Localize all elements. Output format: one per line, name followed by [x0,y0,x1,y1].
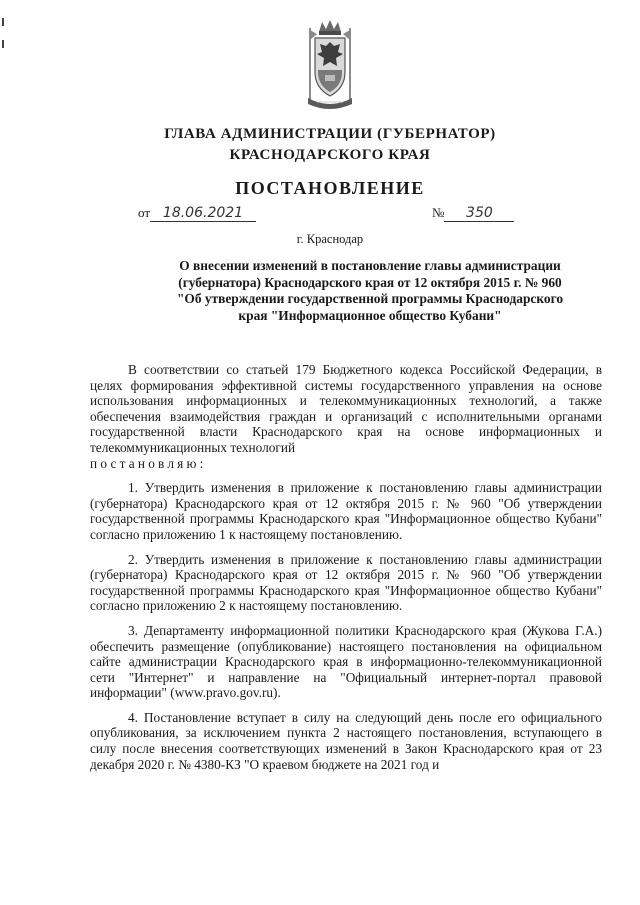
date-field [138,205,256,222]
title-line: края "Информационное общество Кубани" [238,307,502,323]
title-line: О внесении изменений в постановление главы администрации [179,258,561,273]
decree-word: постановляю: [90,455,207,471]
title-line: (губернатора) Краснодарского края от 12 октября 2015 г. № 960 [178,274,562,290]
date-prefix: от [138,205,151,220]
org-title-line2: КРАСНОДАРСКОГО КРАЯ [229,147,431,163]
document-title [135,258,605,324]
scan-edge-mark [2,18,4,26]
title-line: "Об утверждении государственной программы Краснодарского [176,291,564,306]
scan-edge-mark [2,40,4,48]
preamble-paragraph: В соответствии со статьей 179 Бюджетного кодекса Российской Федерации, в целях формирования эффективной системы государственного управления на основе использования информационных и телекоммуникационных технологий, а также обеспечения взаимодействия граждан и организаций с исполнительными органами государственной власти Краснодарского края на основе информационных и телекоммуникационных технологий [90,362,602,455]
krasnodar-coat-of-arms-icon [303,18,357,113]
item-4-paragraph: 4. Постановление вступает в силу на следующий день после его официального опубликования, за исключением пункта 2 настоящего постановления, вступающего в силу после внесения соответствующих изменений в Закон Краснодарского края от 23 декабря 2020 г. № 4380-КЗ "О краевом бюджете на 2021 год и [90,709,602,772]
number-prefix: № [432,205,445,220]
org-title-line1: ГЛАВА АДМИНИСТРАЦИИ (ГУБЕРНАТОР) [164,126,496,142]
item-2-paragraph: 2. Утвердить изменения в приложение к постановлению главы администрации (губернатора) Краснодарского края от 12 октября 2015 г. № 960 "Об утверждении государственной программы Краснодарского края "Информационное общество Кубани" согласно приложению 2 к настоящему постановлению. [90,551,602,614]
number-field [432,205,514,222]
handwritten-number: 350 [444,205,514,222]
city-label: г. Краснодар [296,232,364,246]
handwritten-date: 18.06.2021 [150,205,256,222]
item-1-paragraph: 1. Утвердить изменения в приложение к постановлению главы администрации (губернатора) Краснодарского края от 12 октября 2015 г. № 960 "Об утверждении государственной программы Краснодарского края "Информационное общество Кубани" согласно приложению 1 к настоящему постановлению. [90,480,602,542]
item-3-paragraph: 3. Департаменту информационной политики Краснодарского края (Жукова Г.А.) обеспечить размещение (опубликование) настоящего постановления на официальном сайте администрации Краснодарского края в информационно-телекоммуникационной сети "Интернет" и направление на "Официальный интернет-портал правовой информации" (www.pravo.gov.ru). [90,622,602,701]
document-type: ПОСТАНОВЛЕНИЕ [235,178,425,198]
document-body [90,362,602,781]
